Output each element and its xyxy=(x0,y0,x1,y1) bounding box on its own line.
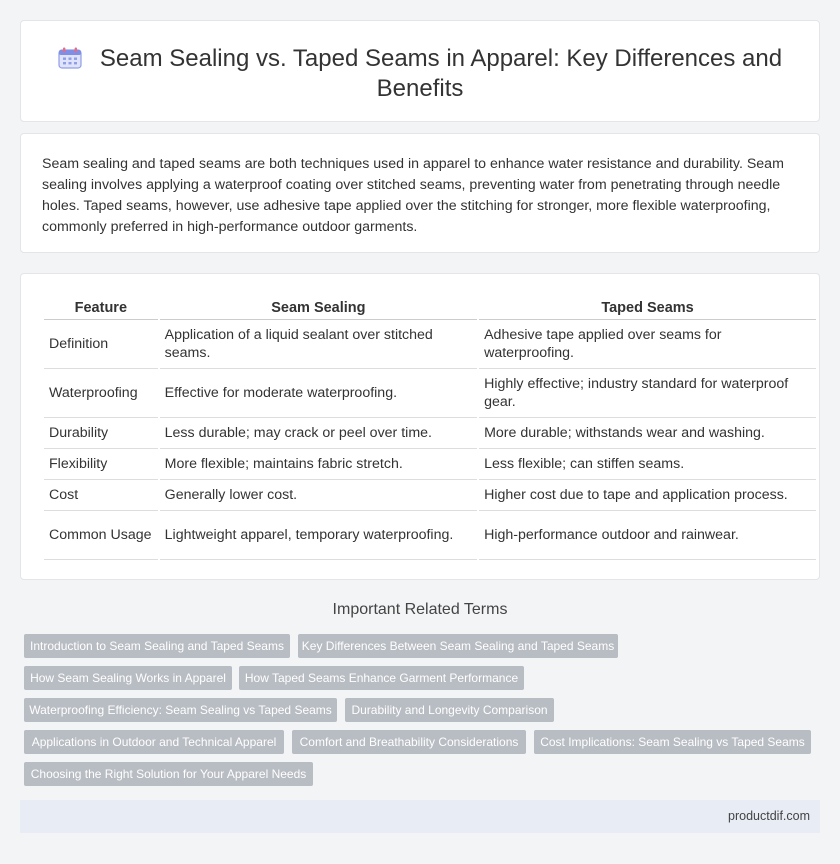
taped-seams-cell: More durable; withstands wear and washing. xyxy=(479,418,816,449)
table-row xyxy=(44,320,816,369)
seam-sealing-cell: Application of a liquid sealant over stitched seams. xyxy=(160,320,477,369)
table-row xyxy=(44,418,816,449)
taped-seams-cell: Higher cost due to tape and application process. xyxy=(479,480,816,511)
related-tag[interactable]: Waterproofing Efficiency: Seam Sealing vs Taped Seams xyxy=(24,698,337,722)
footer-site-name: productdif.com xyxy=(728,809,810,823)
taped-seams-cell: Highly effective; industry standard for waterproof gear. xyxy=(479,369,816,418)
related-tag[interactable]: Applications in Outdoor and Technical Apparel xyxy=(24,730,284,754)
taped-seams-cell: High-performance outdoor and rainwear. xyxy=(479,511,816,560)
related-terms-heading: Important Related Terms xyxy=(332,601,508,618)
related-tag[interactable]: Cost Implications: Seam Sealing vs Taped Seams xyxy=(534,730,811,754)
related-tag[interactable]: Choosing the Right Solution for Your Apparel Needs xyxy=(24,762,313,786)
seam-sealing-cell: Less durable; may crack or peel over time. xyxy=(160,418,477,449)
page-title: Seam Sealing vs. Taped Seams in Apparel: Key Differences and Benefits xyxy=(99,45,783,102)
feature-cell: Definition xyxy=(44,320,158,369)
feature-cell: Flexibility xyxy=(44,449,158,480)
related-tag[interactable]: How Seam Sealing Works in Apparel xyxy=(24,666,232,690)
table-header-row xyxy=(44,292,816,320)
seam-sealing-cell: Lightweight apparel, temporary waterproofing. xyxy=(160,511,477,560)
header-taped-seams: Taped Seams xyxy=(479,292,816,320)
page-title-wrap xyxy=(21,44,819,104)
feature-cell: Durability xyxy=(44,418,158,449)
header-card xyxy=(20,20,820,122)
feature-cell: Common Usage xyxy=(44,511,158,560)
table-row xyxy=(44,511,816,560)
related-tag[interactable]: Comfort and Breathability Considerations xyxy=(292,730,526,754)
footer-bar xyxy=(20,800,820,833)
taped-seams-cell: Less flexible; can stiffen seams. xyxy=(479,449,816,480)
seam-sealing-cell: More flexible; maintains fabric stretch. xyxy=(160,449,477,480)
seam-sealing-cell: Effective for moderate waterproofing. xyxy=(160,369,477,418)
header-seam-sealing: Seam Sealing xyxy=(160,292,477,320)
intro-paragraph: Seam sealing and taped seams are both techniques used in apparel to enhance water resistance and durability. Seam sealing involves applying a waterproof coating over stitched seams, preventing water from penetrating through needle holes. Taped seams, however, use adhesive tape applied over the stitching for stronger, more flexible waterproofing, commonly preferred in high-performance outdoor garments. xyxy=(42,156,784,235)
intro-card xyxy=(20,133,820,253)
related-tag[interactable]: How Taped Seams Enhance Garment Performance xyxy=(239,666,524,690)
comparison-table xyxy=(42,292,818,560)
feature-cell: Waterproofing xyxy=(44,369,158,418)
comparison-table-card xyxy=(20,273,820,580)
table-row xyxy=(44,480,816,511)
taped-seams-cell: Adhesive tape applied over seams for waterproofing. xyxy=(479,320,816,369)
seam-sealing-cell: Generally lower cost. xyxy=(160,480,477,511)
related-tag[interactable]: Durability and Longevity Comparison xyxy=(345,698,554,722)
related-tag[interactable]: Key Differences Between Seam Sealing and Taped Seams xyxy=(298,634,618,658)
table-row xyxy=(44,449,816,480)
table-row xyxy=(44,369,816,418)
feature-cell: Cost xyxy=(44,480,158,511)
header-feature: Feature xyxy=(44,292,158,320)
related-tag[interactable]: Introduction to Seam Sealing and Taped Seams xyxy=(24,634,290,658)
calendar-icon xyxy=(58,47,82,69)
